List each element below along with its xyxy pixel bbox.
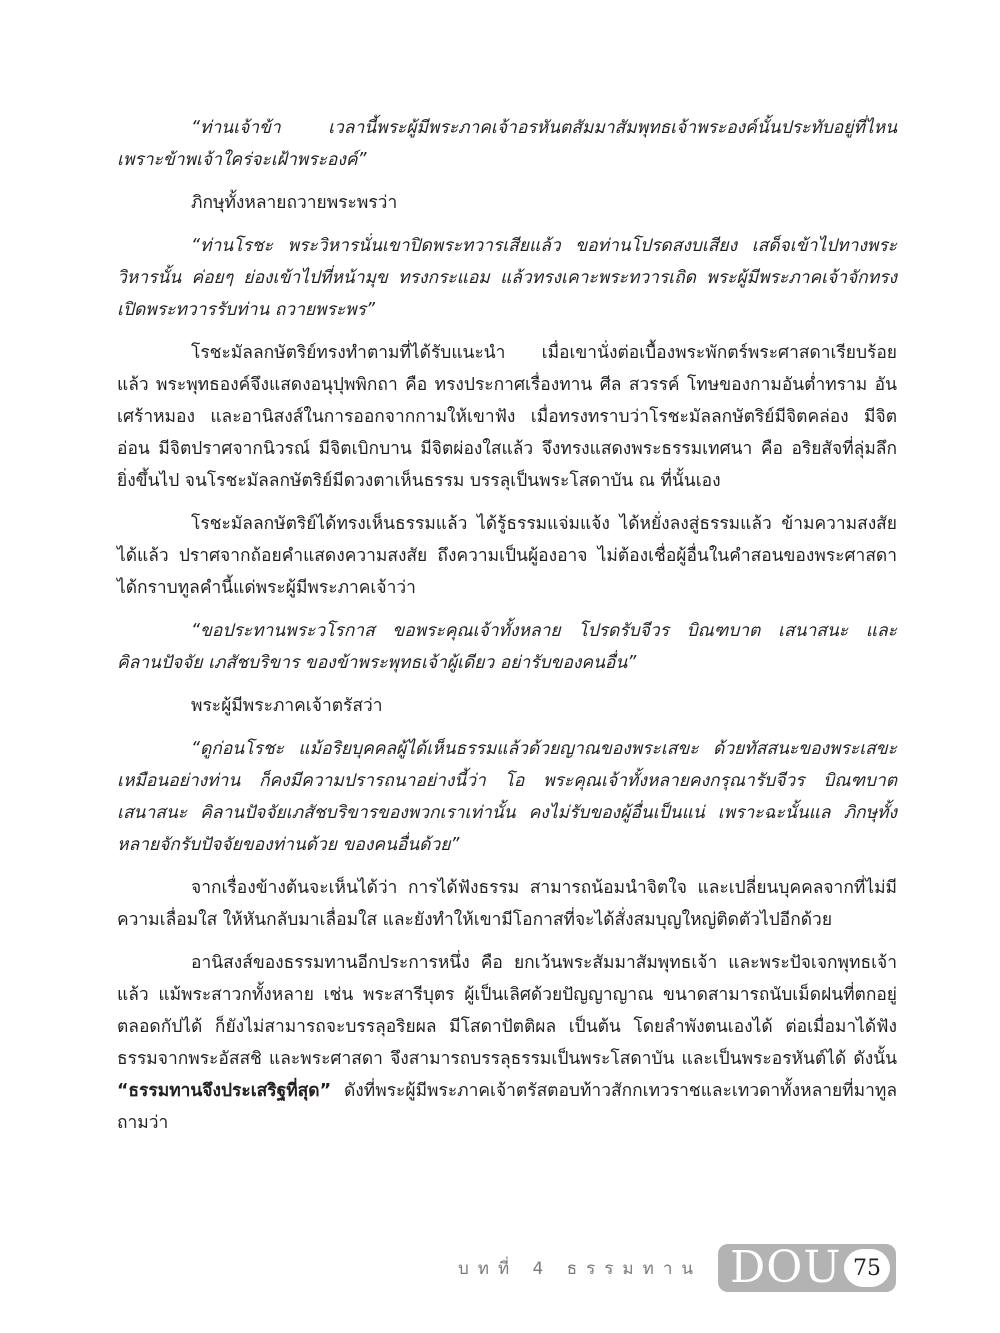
paragraph-5: โรชะมัลลกษัตริย์ได้ทรงเห็นธรรมแล้ว ได้รู้ธรรมแจ่มแจ้ง ได้หยั่งลงสู่ธรรมแล้ว ข้ามความสงสัยได้แล้ว ปราศจากถ้อยคำแสดงความสงสัย ถึงความเป็นผู้องอาจ ไม่ต้องเชื่อผู้อื่นในคำสอนของพระศาสดา ได้กราบทูลคำนี้แด่พระผู้มีพระภาคเจ้าว่า [117, 514, 897, 598]
paragraph-10-text: อานิสงส์ของธรรมทานอีกประการหนึ่ง คือ ยกเว้นพระสัมมาสัมพุทธเจ้า และพระปัจเจกพุทธเจ้าแล้ว แม้พระสาวกทั้งหลาย เช่น พระสารีบุตร ผู้เป็นเลิศด้วยปัญญาญาณ ขนาดสามารถนับเม็ดฝนที่ตกอยู่ตลอดกัปได้ ก็ยังไม่สามารถจะบรรลุอริยผล มีโสดาปัตติผล เป็นต้น โดยลำพังตนเองได้ ต่อเมื่อมาได้ฟังธรรมจากพระอัสสชิ และพระศาสดา จึงสามารถบรรลุธรรมเป็นพระโสดาบัน และเป็นพระอรหันต์ได้ ดังนั้น [117, 953, 897, 1069]
paragraph-4: โรชะมัลลกษัตริย์ทรงทำตามที่ได้รับแนะนำ เมื่อเขานั่งต่อเบื้องพระพักตร์พระศาสดาเรียบร้อยแล้ว พระพุทธองค์จึงแสดงอนุปุพพิกถา คือ ทรงประกาศเรื่องทาน ศีล สวรรค์ โทษของกามอันต่ำทราม อันเศร้าหมอง และอานิสงส์ในการออกจากกามให้เขาฟัง เมื่อทรงทราบว่าโรชะมัลลกษัตริย์มีจิตคล่อง มีจิตอ่อน มีจิตปราศจากนิวรณ์ มีจิตเบิกบาน มีจิตผ่องใสแล้ว จึงทรงแสดงพระธรรมเทศนา คือ อริยสัจที่ลุ่มลึกยิ่งขึ้นไป จนโรชะมัลลกษัตริย์มีดวงตาเห็นธรรม บรรลุเป็นพระโสดาบัน ณ ที่นั้นเอง [117, 343, 897, 491]
paragraph-9: จากเรื่องข้างต้นจะเห็นได้ว่า การได้ฟังธรรม สามารถน้อมนำจิตใจ และเปลี่ยนบุคคลจากที่ไม่มีความเลื่อมใส ให้หันกลับมาเลื่อมใส และยังทำให้เขามีโอกาสที่จะได้สั่งสมบุญใหญ่ติดตัวไปอีกด้วย [117, 878, 897, 930]
dou-logo: DOU [730, 1242, 842, 1293]
paragraph-10-bold: “ธรรมทานจึงประเสริฐที่สุด” [117, 1081, 332, 1101]
paragraph-7: พระผู้มีพระภาคเจ้าตรัสว่า [191, 696, 383, 716]
quote-paragraph-8: “ดูก่อนโรชะ แม้อริยบุคคลผู้ได้เห็นธรรมแล้วด้วยญาณของพระเสขะ ด้วยทัสสนะของพระเสขะเหมือนอย่างท่าน ก็คงมีความปรารถนาอย่างนี้ว่า โอ พระคุณเจ้าทั้งหลายคงกรุณารับจีวร บิณฑบาต เสนาสนะ คิลานปัจจัยเภสัชบริขารของพวกเราเท่านั้น คงไม่รับของผู้อื่นเป็นแน่ เพราะฉะนั้นแล ภิกษุทั้งหลายจักรับปัจจัยของท่านด้วย ของคนอื่นด้วย” [117, 739, 897, 855]
quote-paragraph-1: “ท่านเจ้าข้า เวลานี้พระผู้มีพระภาคเจ้าอรหันตสัมมาสัมพุทธเจ้าพระองค์นั้นประทับอยู่ที่ไหน เพราะข้าพเจ้าใคร่จะเฝ้าพระองค์” [117, 118, 897, 170]
paragraph-10-after: ดังที่พระผู้มีพระภาคเจ้าตรัสตอบท้าวสักกเทวราชและเทวดาทั้งหลายที่มาทูลถามว่า [117, 1081, 897, 1133]
chapter-label: บทที่ 4 ธรรมทาน [457, 1258, 702, 1279]
quote-paragraph-3: “ท่านโรชะ พระวิหารนั่นเขาปิดพระทวารเสียแล้ว ขอท่านโปรดสงบเสียง เสด็จเข้าไปทางพระวิหารนั้น ค่อยๆ ย่องเข้าไปที่หน้ามุข ทรงกระแอม แล้วทรงเคาะพระทวารเถิด พระผู้มีพระภาคเจ้าจักทรงเปิดพระทวารรับท่าน ถวายพระพร” [117, 236, 897, 320]
dou-badge [718, 1244, 896, 1292]
paragraph-2: ภิกษุทั้งหลายถวายพระพรว่า [191, 193, 398, 213]
page-footer [458, 1244, 896, 1292]
page-number: 75 [844, 1249, 890, 1287]
page-body [117, 112, 897, 1150]
paragraph-10 [117, 947, 897, 1139]
quote-paragraph-6: “ขอประทานพระวโรกาส ขอพระคุณเจ้าทั้งหลาย โปรดรับจีวร บิณฑบาต เสนาสนะ และคิลานปัจจัย เภสัชบริขาร ของข้าพระพุทธเจ้าผู้เดียว อย่ารับของคนอื่น” [117, 621, 897, 673]
